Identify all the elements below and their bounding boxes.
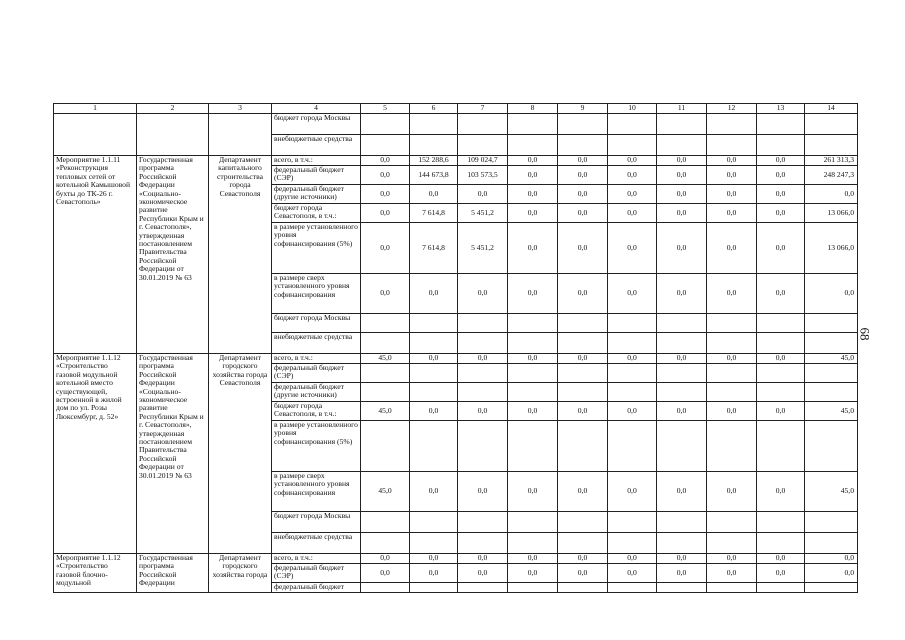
amount-cell: 0,0 [361, 204, 410, 223]
funding-source-cell: всего, в т.ч.: [272, 156, 361, 166]
amount-cell: 0,0 [707, 564, 757, 583]
amount-cell: 0,0 [410, 564, 458, 583]
amount-cell [508, 364, 558, 383]
funding-source-cell: бюджет города Москвы [272, 114, 361, 135]
column-number: 5 [361, 104, 410, 114]
amount-cell: 0,0 [757, 274, 805, 314]
amount-cell: 0,0 [558, 166, 608, 185]
amount-cell: 0,0 [458, 274, 508, 314]
amount-cell [558, 533, 608, 554]
amount-cell [508, 533, 558, 554]
amount-cell: 0,0 [707, 472, 757, 512]
amount-cell: 0,0 [410, 554, 458, 564]
amount-cell [458, 114, 508, 135]
amount-cell [508, 512, 558, 533]
amount-cell: 0,0 [361, 554, 410, 564]
amount-cell: 0,0 [508, 472, 558, 512]
amount-cell: 7 614,8 [410, 204, 458, 223]
amount-cell [608, 333, 657, 354]
amount-cell [458, 533, 508, 554]
program-cell [137, 114, 209, 156]
amount-cell: 0,0 [608, 223, 657, 274]
amount-cell: 0,0 [757, 156, 805, 166]
column-number-row [54, 104, 858, 114]
executor-cell: Департамент городского хозяйства города [209, 554, 272, 593]
amount-cell: 0,0 [757, 223, 805, 274]
amount-cell [657, 314, 707, 333]
amount-cell [410, 533, 458, 554]
amount-cell: 248 247,3 [805, 166, 858, 185]
amount-cell: 0,0 [558, 185, 608, 204]
funding-source-cell: федеральный бюджет (СЭР) [272, 364, 361, 383]
amount-cell [657, 583, 707, 593]
measure-name-cell [54, 114, 137, 156]
amount-cell: 0,0 [361, 185, 410, 204]
amount-cell [805, 383, 858, 402]
amount-cell: 0,0 [707, 274, 757, 314]
amount-cell [707, 383, 757, 402]
amount-cell [410, 383, 458, 402]
amount-cell: 0,0 [657, 274, 707, 314]
amount-cell [410, 583, 458, 593]
amount-cell: 0,0 [608, 402, 657, 421]
amount-cell: 0,0 [608, 554, 657, 564]
amount-cell [757, 533, 805, 554]
amount-cell: 0,0 [458, 564, 508, 583]
amount-cell [805, 333, 858, 354]
amount-cell: 0,0 [657, 402, 707, 421]
amount-cell: 0,0 [757, 204, 805, 223]
funding-source-cell: бюджет города Москвы [272, 314, 361, 333]
amount-cell: 0,0 [707, 185, 757, 204]
funding-source-cell: федеральный бюджет (СЭР) [272, 166, 361, 185]
amount-cell: 0,0 [458, 402, 508, 421]
column-number: 7 [458, 104, 508, 114]
amount-cell [558, 314, 608, 333]
amount-cell: 0,0 [458, 472, 508, 512]
amount-cell: 45,0 [361, 402, 410, 421]
funding-source-cell: в размере установленного уровня софинансирования (5%) [272, 421, 361, 472]
amount-cell: 0,0 [361, 223, 410, 274]
column-number: 10 [608, 104, 657, 114]
amount-cell: 0,0 [757, 472, 805, 512]
table-body [54, 104, 858, 593]
amount-cell: 0,0 [458, 185, 508, 204]
amount-cell: 45,0 [361, 354, 410, 364]
amount-cell [657, 512, 707, 533]
amount-cell: 0,0 [757, 166, 805, 185]
amount-cell [508, 314, 558, 333]
amount-cell: 0,0 [805, 274, 858, 314]
amount-cell [361, 364, 410, 383]
funding-source-cell: внебюджетные средства [272, 333, 361, 354]
amount-cell [608, 314, 657, 333]
amount-cell [458, 364, 508, 383]
amount-cell: 0,0 [657, 156, 707, 166]
amount-cell: 0,0 [657, 554, 707, 564]
amount-cell [558, 383, 608, 402]
amount-cell [608, 533, 657, 554]
amount-cell: 144 673,8 [410, 166, 458, 185]
amount-cell: 0,0 [657, 472, 707, 512]
amount-cell: 45,0 [805, 402, 858, 421]
column-number: 11 [657, 104, 707, 114]
funding-source-cell: всего, в т.ч.: [272, 354, 361, 364]
amount-cell: 0,0 [657, 223, 707, 274]
funding-source-cell: федеральный бюджет (другие источники) [272, 383, 361, 402]
amount-cell [805, 512, 858, 533]
measure-name-cell: Мероприятие 1.1.11 «Реконструкция тепловых сетей от котельной Камышовой бухты до ТК-26 г. Севастополь» [54, 156, 137, 354]
amount-cell [707, 421, 757, 472]
amount-cell: 0,0 [558, 223, 608, 274]
amount-cell: 0,0 [558, 354, 608, 364]
program-cell: Государственная программа Российской Федерации «Социально-экономическое развитие Республики Крым и г. Севастополя», утвержденная постановлением Правительства Российской Федерации от 30.01.2019 № 63 [137, 354, 209, 554]
column-number: 8 [508, 104, 558, 114]
amount-cell [410, 333, 458, 354]
amount-cell [458, 135, 508, 156]
amount-cell: 0,0 [410, 274, 458, 314]
amount-cell [508, 383, 558, 402]
amount-cell: 0,0 [757, 564, 805, 583]
amount-cell [707, 314, 757, 333]
amount-cell: 0,0 [805, 554, 858, 564]
amount-cell: 13 066,0 [805, 204, 858, 223]
amount-cell [657, 114, 707, 135]
amount-cell [410, 135, 458, 156]
amount-cell: 152 288,6 [410, 156, 458, 166]
page-number: 68 [857, 327, 873, 341]
amount-cell: 0,0 [508, 564, 558, 583]
amount-cell [608, 583, 657, 593]
funding-source-cell: в размере сверх установленного уровня софинансирования [272, 472, 361, 512]
amount-cell [707, 533, 757, 554]
amount-cell: 0,0 [508, 402, 558, 421]
amount-cell: 5 451,2 [458, 204, 508, 223]
amount-cell: 0,0 [757, 185, 805, 204]
amount-cell [558, 135, 608, 156]
amount-cell: 0,0 [707, 166, 757, 185]
amount-cell: 0,0 [410, 472, 458, 512]
amount-cell: 0,0 [410, 402, 458, 421]
amount-cell [805, 364, 858, 383]
amount-cell: 0,0 [707, 554, 757, 564]
executor-cell [209, 114, 272, 156]
amount-cell: 0,0 [558, 156, 608, 166]
funding-source-cell: в размере сверх установленного уровня софинансирования [272, 274, 361, 314]
amount-cell: 0,0 [757, 554, 805, 564]
amount-cell: 0,0 [361, 156, 410, 166]
amount-cell [361, 533, 410, 554]
amount-cell: 0,0 [508, 274, 558, 314]
amount-cell: 0,0 [558, 554, 608, 564]
amount-cell [558, 583, 608, 593]
amount-cell [657, 421, 707, 472]
amount-cell: 0,0 [410, 354, 458, 364]
amount-cell [757, 364, 805, 383]
amount-cell [657, 364, 707, 383]
amount-cell: 0,0 [361, 274, 410, 314]
table-row [54, 156, 858, 166]
amount-cell [558, 364, 608, 383]
amount-cell [757, 512, 805, 533]
amount-cell: 0,0 [508, 185, 558, 204]
amount-cell [458, 383, 508, 402]
amount-cell [657, 135, 707, 156]
amount-cell [558, 333, 608, 354]
program-cell: Государственная программа Российской Федерации «Социально-экономическое развитие Республики Крым и г. Севастополя», утвержденная постановлением Правительства Российской Федерации от 30.01.2019 № 63 [137, 156, 209, 354]
amount-cell: 0,0 [508, 166, 558, 185]
amount-cell [508, 135, 558, 156]
amount-cell: 0,0 [707, 156, 757, 166]
amount-cell [608, 421, 657, 472]
amount-cell [508, 333, 558, 354]
table-row [54, 554, 858, 564]
amount-cell [707, 333, 757, 354]
funding-source-cell: федеральный бюджет [272, 583, 361, 593]
table-row [54, 114, 858, 135]
amount-cell [757, 114, 805, 135]
column-number: 9 [558, 104, 608, 114]
amount-cell: 103 573,5 [458, 166, 508, 185]
amount-cell [410, 512, 458, 533]
amount-cell [805, 135, 858, 156]
amount-cell [361, 314, 410, 333]
amount-cell [508, 421, 558, 472]
amount-cell: 0,0 [657, 185, 707, 204]
amount-cell [458, 333, 508, 354]
amount-cell: 0,0 [707, 204, 757, 223]
amount-cell: 0,0 [508, 156, 558, 166]
amount-cell: 0,0 [657, 354, 707, 364]
amount-cell: 0,0 [608, 564, 657, 583]
column-number: 4 [272, 104, 361, 114]
funding-source-cell: внебюджетные средства [272, 135, 361, 156]
executor-cell: Департамент городского хозяйства города Севастополя [209, 354, 272, 554]
amount-cell [707, 512, 757, 533]
amount-cell: 0,0 [757, 402, 805, 421]
amount-cell [410, 364, 458, 383]
funding-source-cell: всего, в т.ч.: [272, 554, 361, 564]
amount-cell [410, 114, 458, 135]
amount-cell [558, 512, 608, 533]
amount-cell: 0,0 [608, 472, 657, 512]
amount-cell: 0,0 [657, 564, 707, 583]
amount-cell: 0,0 [558, 204, 608, 223]
amount-cell: 0,0 [657, 166, 707, 185]
amount-cell: 0,0 [558, 472, 608, 512]
amount-cell: 0,0 [458, 554, 508, 564]
amount-cell [805, 314, 858, 333]
amount-cell: 109 024,7 [458, 156, 508, 166]
amount-cell [805, 114, 858, 135]
amount-cell: 0,0 [608, 274, 657, 314]
budget-table [53, 103, 858, 593]
amount-cell [458, 583, 508, 593]
amount-cell [707, 114, 757, 135]
amount-cell: 0,0 [508, 223, 558, 274]
amount-cell [361, 583, 410, 593]
table-row [54, 354, 858, 364]
amount-cell: 0,0 [458, 354, 508, 364]
funding-source-cell: бюджет города Севастополя, в т.ч.: [272, 402, 361, 421]
amount-cell [757, 583, 805, 593]
amount-cell: 0,0 [608, 166, 657, 185]
amount-cell [707, 583, 757, 593]
amount-cell [361, 421, 410, 472]
amount-cell [757, 135, 805, 156]
amount-cell: 0,0 [707, 354, 757, 364]
program-cell: Государственная программа Российской Федерации [137, 554, 209, 593]
amount-cell [608, 135, 657, 156]
column-number: 3 [209, 104, 272, 114]
amount-cell [657, 533, 707, 554]
amount-cell [757, 314, 805, 333]
amount-cell: 0,0 [757, 354, 805, 364]
measure-name-cell: Мероприятие 1.1.12 «Строительство газовой модульной котельной вместо существующей, встроенной в жилой дом по ул. Розы Люксембург, д. 52» [54, 354, 137, 554]
amount-cell: 45,0 [361, 472, 410, 512]
amount-cell: 0,0 [707, 402, 757, 421]
amount-cell [410, 421, 458, 472]
amount-cell [508, 114, 558, 135]
amount-cell [707, 135, 757, 156]
amount-cell: 0,0 [361, 166, 410, 185]
amount-cell: 0,0 [657, 204, 707, 223]
amount-cell [608, 512, 657, 533]
amount-cell: 7 614,8 [410, 223, 458, 274]
amount-cell [410, 314, 458, 333]
amount-cell: 0,0 [608, 156, 657, 166]
amount-cell [361, 383, 410, 402]
amount-cell: 0,0 [805, 185, 858, 204]
amount-cell [608, 114, 657, 135]
column-number: 13 [757, 104, 805, 114]
amount-cell: 45,0 [805, 354, 858, 364]
executor-cell: Департамент капитального строительства города Севастополя [209, 156, 272, 354]
funding-source-cell: внебюджетные средства [272, 533, 361, 554]
amount-cell: 0,0 [508, 354, 558, 364]
amount-cell [805, 533, 858, 554]
amount-cell [458, 421, 508, 472]
amount-cell: 0,0 [608, 204, 657, 223]
amount-cell: 5 451,2 [458, 223, 508, 274]
amount-cell [361, 333, 410, 354]
column-number: 1 [54, 104, 137, 114]
funding-source-cell: федеральный бюджет (другие источники) [272, 185, 361, 204]
funding-source-cell: федеральный бюджет (СЭР) [272, 564, 361, 583]
amount-cell [361, 512, 410, 533]
amount-cell: 0,0 [508, 204, 558, 223]
amount-cell: 0,0 [608, 185, 657, 204]
measure-name-cell: Мероприятие 1.1.12 «Строительство газовой блочно-модульной [54, 554, 137, 593]
amount-cell [458, 512, 508, 533]
amount-cell: 0,0 [410, 185, 458, 204]
amount-cell: 0,0 [805, 564, 858, 583]
funding-source-cell: в размере установленного уровня софинансирования (5%) [272, 223, 361, 274]
funding-source-cell: бюджет города Севастополя, в т.ч.: [272, 204, 361, 223]
amount-cell: 0,0 [707, 223, 757, 274]
amount-cell: 0,0 [558, 564, 608, 583]
amount-cell [361, 114, 410, 135]
amount-cell [558, 114, 608, 135]
amount-cell [757, 333, 805, 354]
column-number: 14 [805, 104, 858, 114]
amount-cell [707, 364, 757, 383]
amount-cell: 45,0 [805, 472, 858, 512]
amount-cell: 261 313,3 [805, 156, 858, 166]
amount-cell: 0,0 [361, 564, 410, 583]
amount-cell [508, 583, 558, 593]
amount-cell [805, 583, 858, 593]
amount-cell [657, 333, 707, 354]
amount-cell [361, 135, 410, 156]
amount-cell [608, 383, 657, 402]
amount-cell [458, 314, 508, 333]
column-number: 6 [410, 104, 458, 114]
amount-cell [757, 421, 805, 472]
amount-cell [657, 383, 707, 402]
funding-source-cell: бюджет города Москвы [272, 512, 361, 533]
amount-cell: 0,0 [558, 402, 608, 421]
amount-cell: 13 066,0 [805, 223, 858, 274]
amount-cell: 0,0 [558, 274, 608, 314]
amount-cell: 0,0 [608, 354, 657, 364]
column-number: 12 [707, 104, 757, 114]
amount-cell [757, 383, 805, 402]
amount-cell [805, 421, 858, 472]
amount-cell [608, 364, 657, 383]
amount-cell: 0,0 [508, 554, 558, 564]
column-number: 2 [137, 104, 209, 114]
amount-cell [558, 421, 608, 472]
